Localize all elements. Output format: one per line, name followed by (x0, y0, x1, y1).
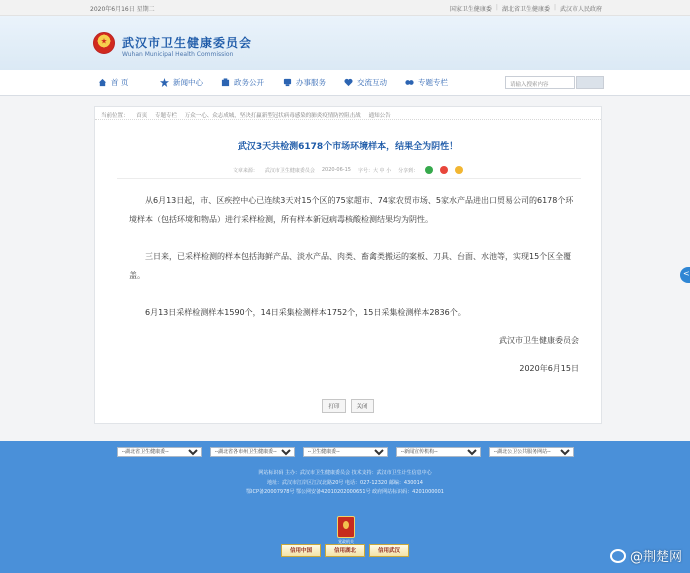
nav-home-label: 首 页 (111, 78, 129, 87)
watermark-text: @荆楚网 (629, 550, 682, 565)
source-label: 文章来源： (232, 167, 258, 174)
select-media[interactable] (396, 447, 481, 457)
credit-banners (0, 544, 690, 557)
nav-interaction[interactable] (344, 77, 387, 88)
print-button[interactable]: 打印 (322, 399, 345, 413)
nav-gov-label: 政务公开 (234, 78, 264, 87)
article-paragraph: 6月13日采样检测样本1590个，14日采集检测样本1752个，15日采集检测样本2836个。 (145, 308, 466, 317)
service-icon (283, 78, 292, 87)
national-emblem-icon (93, 32, 115, 54)
top-link-hubei[interactable]: 湖北省卫生健康委 (501, 6, 550, 13)
link-separator: | (553, 4, 556, 11)
breadcrumb-notice[interactable]: 通知公告 (368, 113, 391, 119)
article-signature: 武汉市卫生健康委员会 (499, 336, 579, 345)
site-footer (0, 441, 690, 573)
top-link-wuhan[interactable]: 武汉市人民政府 (559, 6, 602, 13)
site-header (0, 16, 690, 70)
watermark (610, 546, 682, 565)
topic-icon (405, 78, 414, 87)
nav-gov[interactable] (221, 77, 264, 88)
banner-credit-china[interactable]: 信用中国 (281, 544, 321, 557)
search-input[interactable]: 请输入搜索内容 (505, 76, 575, 89)
side-share-icon[interactable]: < (680, 267, 690, 283)
weibo-icon[interactable] (440, 166, 448, 174)
top-links (450, 4, 602, 13)
nav-topic-label: 专题专栏 (418, 78, 448, 87)
search-button[interactable] (576, 76, 604, 89)
nav-news-label: 新闻中心 (173, 78, 203, 87)
footer-info-line: 网站标识码 主办：武汉市卫生健康委员会 技术支持：武汉市卫生计生信息中心 (258, 470, 432, 476)
article-paragraph: 三日来，已采样检测的样本包括海鲜产品、淡水产品、肉类、畜禽类搬运的案板、刀具、台面、水池等，实现15个区全覆盖。 (129, 252, 572, 280)
news-icon (160, 78, 169, 87)
banner-credit-wuhan[interactable]: 信用武汉 (369, 544, 409, 557)
select-health[interactable] (303, 447, 388, 457)
article-meta (95, 166, 601, 174)
nav-news[interactable] (160, 77, 203, 88)
breadcrumb (95, 107, 601, 120)
breadcrumb-prefix: 当前位置： (101, 113, 129, 119)
close-button[interactable]: 关闭 (351, 399, 374, 413)
article-paragraph: 从6月13日起，市、区疾控中心已连续3天对15个区的75家超市、74家农贸市场、5家水产品进出口贸易公司的6178个环境样本（包括环境和物品）进行采样检测，所有样本新冠病毒核酸检测结果均为阴性。 (129, 196, 574, 224)
site-subtitle: Wuhan Municipal Health Commission (122, 51, 234, 58)
nav-service[interactable] (283, 77, 326, 88)
badge-label: 党政机关 (338, 539, 354, 544)
article-panel (94, 106, 602, 424)
article-actions (95, 399, 601, 413)
breadcrumb-epidemic[interactable]: 万众一心、众志成城，坚决打赢新型冠状病毒感染的肺炎疫情防控阻击战 (184, 113, 361, 119)
nav-interaction-label: 交流互动 (357, 78, 387, 87)
select-hubei[interactable] (117, 447, 202, 457)
breadcrumb-home[interactable]: 首页 (136, 113, 148, 119)
top-link-nhc[interactable]: 国家卫生健康委 (449, 6, 492, 13)
footer-info-line: 地址：武汉市江岸区江汉北路20号 电话：027-12320 邮编：430014 (267, 479, 423, 486)
footer-info (0, 469, 690, 498)
article-sign-date: 2020年6月15日 (519, 364, 579, 373)
wechat-icon[interactable] (425, 166, 433, 174)
font-size-control[interactable]: 字号：大 中 小 (357, 167, 392, 174)
nav-topic[interactable] (405, 77, 448, 88)
footer-link-selects (0, 447, 690, 457)
link-separator: | (495, 4, 498, 11)
top-bar (0, 0, 690, 16)
source-name: 武汉市卫生健康委员会 (264, 167, 315, 174)
breadcrumb-topics[interactable]: 专题专栏 (155, 113, 178, 119)
article-title: 武汉3天共检测6178个市场环境样本，结果全为阴性！ (237, 142, 459, 152)
publish-date: 2020-06-15 (321, 167, 351, 173)
party-gov-badge-icon[interactable] (337, 516, 355, 538)
banner-credit-hubei[interactable]: 信用湖北 (325, 544, 365, 557)
select-cities[interactable] (210, 447, 295, 457)
nav-service-label: 办事服务 (296, 78, 326, 87)
gov-icon (221, 78, 230, 87)
interaction-icon (344, 78, 353, 87)
share-label: 分享到： (398, 167, 419, 174)
current-date: 2020年6月16日 星期二 (90, 6, 155, 13)
main-nav (0, 70, 690, 96)
select-public[interactable] (489, 447, 574, 457)
qzone-icon[interactable] (455, 166, 463, 174)
meta-divider (117, 178, 581, 179)
home-icon (98, 78, 107, 87)
weibo-logo-icon (610, 549, 626, 563)
footer-info-line: 鄂ICP备20007978号 鄂公网安备42010202000651号 政府网站标识码：4201000001 (246, 489, 444, 495)
site-title[interactable]: 武汉市卫生健康委员会 (122, 36, 253, 50)
nav-home[interactable] (98, 77, 128, 88)
